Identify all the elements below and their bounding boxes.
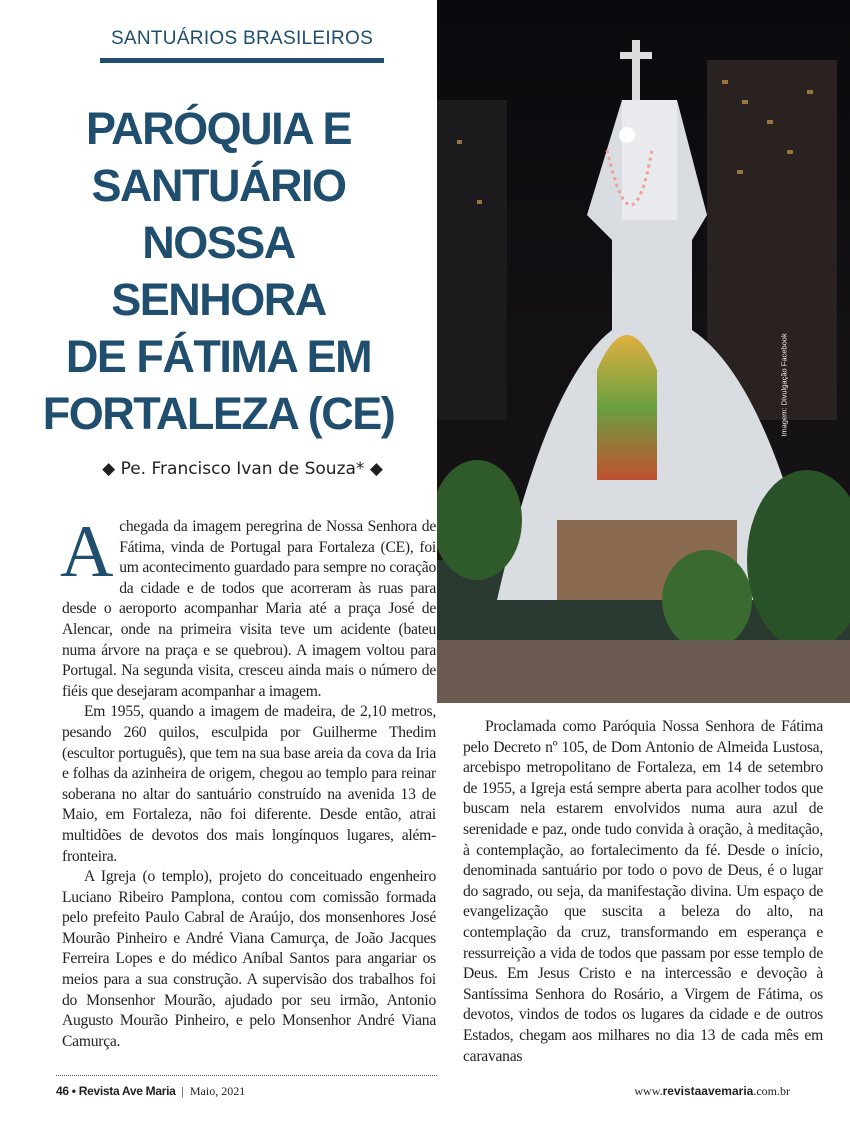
- photo-credit: Imagem: Divulgação Facebook: [779, 333, 789, 437]
- diamond-icon: ◆: [364, 459, 383, 479]
- diamond-icon: ◆: [102, 459, 121, 479]
- title-line: SANTUÁRIO: [91, 160, 346, 211]
- title-line: SENHORA: [111, 274, 326, 325]
- issue-date: Maio, 2021: [189, 1084, 246, 1098]
- paragraph: A Igreja (o templo), projeto do conceituado engenheiro Luciano Ribeiro Pamplona, contou com comissão formada pelo prefeito Paulo Cabral de Araújo, dos monsenhores José Mourão Pinheiro e André Viana Camurça, de João Jacques Ferreira Lopes e do médico Aníbal Santos para angariar os meios para a sua construção. A supervisão dos trabalhos foi do Monsenhor Mourão, ajudado por seu irmão, Antonio Augusto Mourão Pinheiro, e pelo Monsenhor André Viana Camurça.: [62, 868, 436, 1050]
- website-url[interactable]: [634, 1084, 790, 1099]
- title-line: DE FÁTIMA EM: [65, 331, 372, 382]
- paragraph: Proclamada como Paróquia Nossa Senhora de Fátima pelo Decreto nº 105, de Dom Antonio de Almeida Lustosa, arcebispo metropolitano de Fortaleza, em 14 de setembro de 1955, a Igreja está sempre aberta para acolher todos que buscam nela estarem envolvidos numa aura azul de serenidade e paz, onde tudo convida à oração, à meditação, à contemplação, ao fortalecimento da fé. Desde o início, denominada santuário por todo o povo de Deus, é o lugar do sagrado, ou seja, da manifestação divina. Um espaço de evangelização que suscita a beleza do alto, na contemplação da cruz, transformando em esperança e ressurreição a vida de todos que passam por esse templo de Deus. Em Jesus Cristo e na intercessão e devoção à Santíssima Senhora do Rosário, a Virgem de Fátima, os devotos, vindos de todos os lugares da cidade e de outros Estados, chegam aos milhares no dia 13 de cada mês em caravanas: [463, 718, 823, 1065]
- drop-cap: A: [60, 511, 114, 593]
- right-column: [463, 717, 823, 1067]
- author: Pe. Francisco Ivan de Souza*: [120, 459, 365, 479]
- title-line: NOSSA: [142, 217, 295, 268]
- paragraph-text: chegada da imagem peregrina de Nossa Senhora de Fátima, vinda de Portugal para Fortaleza (CE), foi um acontecimento guardado para sempre no coração da cidade e de todos que acorreram às ruas para desde o aeroporto acompanhar Maria até a praça José de Alencar, onde na primeira visita teve um acidente (bateu numa árvore na praça e se quebrou). A imagem voltou para Portugal. Na segunda visita, cresceu ainda mais o número de fiéis que desejaram acompanhar a imagem.: [62, 518, 436, 700]
- byline: [0, 459, 485, 479]
- bullet: •: [71, 1084, 76, 1098]
- article-title: [0, 100, 437, 442]
- footer-divider: [56, 1075, 437, 1076]
- separator: |: [181, 1084, 184, 1098]
- left-column: [60, 511, 436, 1052]
- page-number: 46: [56, 1084, 69, 1098]
- magazine-name: Revista Ave Maria: [78, 1084, 176, 1098]
- url-prefix: www.: [634, 1084, 663, 1098]
- title-line: FORTALEZA (CE): [42, 388, 395, 439]
- title-line: PARÓQUIA E: [85, 103, 352, 154]
- url-domain: revistaavemaria: [662, 1084, 754, 1098]
- paragraph: [60, 511, 436, 702]
- footer-left: [56, 1084, 245, 1099]
- paragraph: Em 1955, quando a imagem de madeira, de 2,10 metros, pesando 260 quilos, esculpida por Guilherme Thedim (escultor português), que tem na sua base areia da cova da Iria e folhas da azinheira de origem, chegou ao templo para reinar soberana no altar do santuário construído na avenida 13 de Maio, em Fortaleza, não foi diferente. Desde então, atrai multidões de devotos dos mais longínquos lugares, além-fronteira.: [62, 703, 436, 865]
- url-suffix: .com.br: [753, 1084, 790, 1098]
- section-label: SANTUÁRIOS BRASILEIROS: [100, 28, 384, 63]
